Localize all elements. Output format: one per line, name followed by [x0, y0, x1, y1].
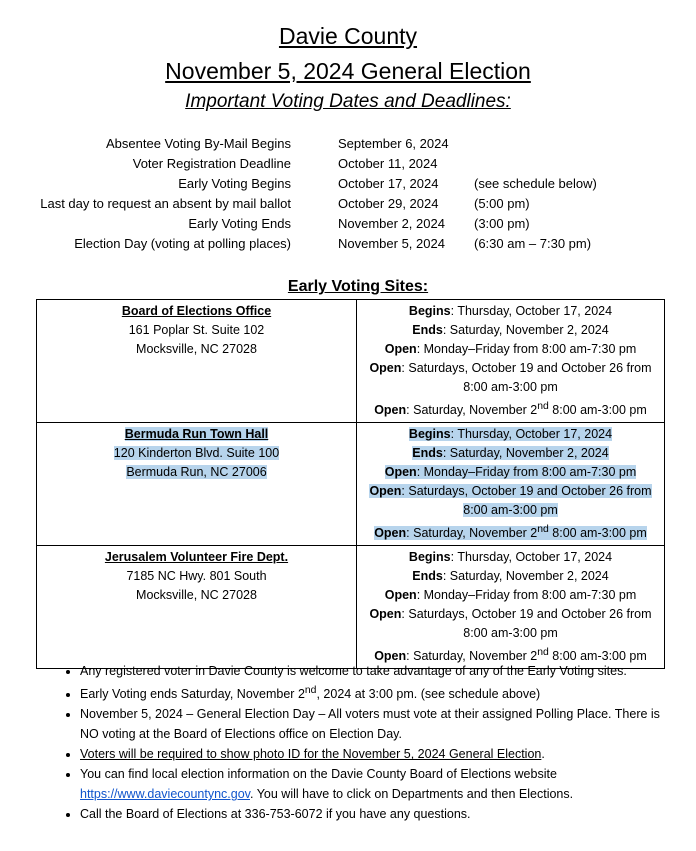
open-weekdays-value: : Monday–Friday from 8:00 am-7:30 pm: [416, 465, 637, 480]
open-label: Open: [384, 465, 417, 480]
ends-value: : Saturday, November 2, 2024: [442, 446, 609, 461]
open-label: Open: [369, 484, 402, 499]
begins-value: : Thursday, October 17, 2024: [450, 304, 613, 318]
open-saturdays-time: 8:00 am-3:00 pm: [463, 380, 558, 394]
highlight: [409, 427, 612, 441]
open-weekdays-value: : Monday–Friday from 8:00 am-7:30 pm: [416, 342, 637, 356]
schedule-begins: [361, 548, 660, 567]
ends-value: : Saturday, November 2, 2024: [442, 323, 609, 337]
date-row: [0, 154, 696, 174]
open-final-value: : Saturday, November 2: [406, 526, 538, 541]
schedule-ends: [361, 444, 660, 463]
sites-heading: Early Voting Sites:: [287, 278, 429, 295]
site-schedule: [357, 300, 665, 423]
date-value: October 11, 2024: [338, 156, 438, 171]
begins-value: : Thursday, October 17, 2024: [450, 427, 613, 442]
site-location: [37, 546, 357, 669]
site-address-line2: Mocksville, NC 27028: [136, 588, 257, 603]
date-row: [0, 134, 696, 154]
ordinal-suffix: nd: [304, 685, 317, 696]
site-address-line1: 7185 NC Hwy. 801 South: [126, 569, 267, 584]
note-text: , 2024 at 3:00 pm. (see schedule above): [316, 687, 541, 702]
date-value: October 29, 2024: [338, 196, 439, 211]
table-row: [37, 300, 665, 423]
schedule-open-weekdays: [361, 463, 660, 482]
site-address1-text: 120 Kinderton Blvd. Suite 100: [113, 446, 280, 461]
note-text: You can find local election information on the Davie County Board of Elections website: [80, 767, 557, 782]
schedule-ends: [361, 567, 660, 586]
list-item: [80, 764, 666, 804]
date-row: [0, 194, 696, 214]
ordinal-suffix: nd: [537, 647, 549, 659]
list-item: [80, 744, 666, 764]
list-item: • November 5, 2024 – General Election Day – All voters must vote at their assigned Polling Place. There is NO voting at the Board of Elections office on Election Day.: [80, 704, 666, 744]
highlight: [412, 446, 608, 460]
schedule-open-final: [361, 397, 660, 420]
begins-value: : Thursday, October 17, 2024: [450, 550, 613, 565]
site-address-line2: [41, 463, 352, 482]
date-note: (see schedule below): [474, 176, 597, 191]
ends-label: Ends: [412, 569, 443, 584]
schedule-open-weekdays: [361, 586, 660, 605]
date-value: September 6, 2024: [338, 136, 449, 151]
open-final-time: 8:00 am-3:00 pm: [548, 403, 647, 418]
open-saturdays-time: 8:00 am-3:00 pm: [463, 503, 558, 518]
open-final-value: : Saturday, November 2: [406, 403, 538, 418]
ends-label: Ends: [412, 446, 443, 461]
open-final-time: 8:00 am-3:00 pm: [548, 649, 647, 664]
list-item: [80, 681, 666, 704]
site-location: [37, 423, 357, 546]
open-label: Open: [384, 588, 417, 603]
schedule-open-saturdays: [361, 359, 660, 397]
dates-subtitle: Important Voting Dates and Deadlines:: [185, 91, 511, 112]
county-title: Davie County: [278, 23, 418, 49]
schedule-open-weekdays: [361, 340, 660, 359]
site-location: [37, 300, 357, 423]
list-item: • Any registered voter in Davie County is welcome to take advantage of any of the Early Voting sites.: [80, 661, 666, 681]
open-saturdays-time: 8:00 am-3:00 pm: [463, 626, 558, 641]
highlight: [369, 484, 651, 498]
table-row: [37, 423, 665, 546]
open-label: Open: [374, 526, 407, 541]
schedule-open-saturdays: [361, 605, 660, 643]
ordinal-suffix: nd: [537, 401, 549, 412]
highlight: [374, 526, 647, 540]
site-address2-text: Bermuda Run, NC 27006: [126, 465, 267, 480]
open-label: Open: [369, 361, 402, 375]
photo-id-notice: Voters will be required to show photo ID for the November 5, 2024 General Election: [80, 747, 542, 762]
open-label: Open: [384, 342, 417, 356]
note-text: Early Voting ends Saturday, November 2: [80, 687, 305, 702]
date-value: November 5, 2024: [338, 236, 445, 251]
open-final-time: 8:00 am-3:00 pm: [548, 526, 647, 541]
open-saturdays-value: : Saturdays, October 19 and October 26 from: [401, 607, 652, 622]
date-value: October 17, 2024: [338, 176, 439, 191]
list-item: • Call the Board of Elections at 336-753-6072 if you have any questions.: [80, 804, 666, 824]
date-label: Early Voting Ends: [188, 216, 291, 231]
sites-table: [36, 299, 665, 669]
date-row: [0, 174, 696, 194]
begins-label: Begins: [408, 427, 451, 442]
notes-list: [36, 661, 666, 824]
date-label: Voter Registration Deadline: [132, 156, 291, 171]
date-label: Last day to request an absent by mail ballot: [40, 196, 291, 211]
date-note: (6:30 am – 7:30 pm): [474, 236, 592, 251]
date-label: Election Day (voting at polling places): [74, 236, 291, 251]
site-address-line1: [41, 444, 352, 463]
begins-label: Begins: [408, 550, 451, 565]
site-name-line: [41, 425, 352, 444]
site-address-line2: Mocksville, NC 27028: [136, 342, 257, 356]
open-label: Open: [374, 649, 407, 664]
date-label: Absentee Voting By-Mail Begins: [106, 136, 291, 151]
note-text: .: [541, 747, 545, 762]
date-row: [0, 234, 696, 254]
note-text: . You will have to click on Departments and then Elections.: [250, 787, 574, 802]
site-schedule: [357, 423, 665, 546]
site-schedule: [357, 546, 665, 669]
open-saturdays-value: : Saturdays, October 19 and October 26 from: [401, 484, 652, 499]
date-note: (3:00 pm): [474, 216, 530, 231]
table-row: [37, 546, 665, 669]
site-name: Jerusalem Volunteer Fire Dept.: [104, 550, 289, 565]
date-value: November 2, 2024: [338, 216, 445, 231]
ordinal-suffix: nd: [537, 524, 549, 536]
dates-list: [0, 134, 696, 254]
date-row: [0, 214, 696, 234]
highlight: [385, 465, 637, 479]
highlight: [463, 503, 558, 517]
begins-label: Begins: [408, 304, 451, 318]
site-name: Board of Elections Office: [121, 304, 272, 318]
open-saturdays-value: : Saturdays, October 19 and October 26 from: [401, 361, 652, 375]
open-label: Open: [374, 403, 407, 418]
election-title: November 5, 2024 General Election: [165, 58, 531, 84]
date-label: Early Voting Begins: [178, 176, 291, 191]
schedule-ends: [361, 321, 660, 340]
open-weekdays-value: : Monday–Friday from 8:00 am-7:30 pm: [416, 588, 637, 603]
site-address-line1: 161 Poplar St. Suite 102: [128, 323, 265, 337]
schedule-open-saturdays: [361, 482, 660, 520]
schedule-begins: [361, 302, 660, 321]
schedule-begins: [361, 425, 660, 444]
website-link[interactable]: https://www.daviecountync.gov: [80, 787, 250, 802]
date-note: (5:00 pm): [474, 196, 530, 211]
open-final-value: : Saturday, November 2: [406, 649, 538, 664]
site-name: Bermuda Run Town Hall: [124, 427, 269, 442]
ends-value: : Saturday, November 2, 2024: [442, 569, 609, 584]
ends-label: Ends: [412, 323, 443, 337]
open-label: Open: [369, 607, 402, 622]
schedule-open-final: [361, 520, 660, 543]
